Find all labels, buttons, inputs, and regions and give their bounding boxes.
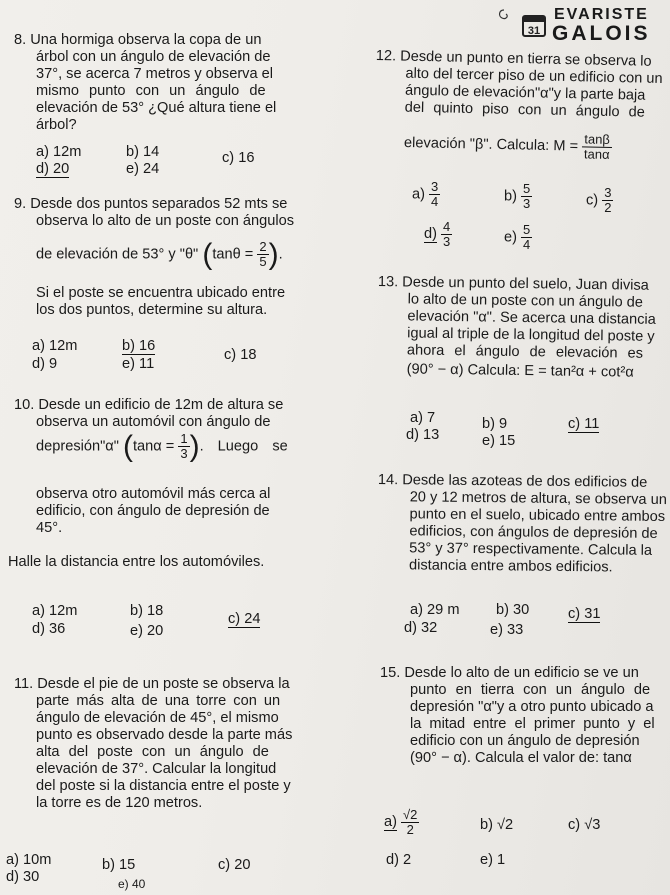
q12-option-b-num: 5 [523,181,531,196]
q13-option-c-marked: c) 11 [568,416,600,432]
q10-option-c-marked: c) 24 [228,611,261,627]
q11-line: del poste si la distancia entre el poste y [36,778,291,794]
question-11 [14,676,370,812]
q10-tan-fraction [178,432,189,461]
q12-option-d-marked [424,220,452,249]
q12-formula-fraction [582,132,612,162]
q12-option-a-fraction [429,180,440,209]
q14-option-b: b) 30 [496,602,530,618]
q9-tan-den: 5 [259,254,267,269]
q13-option-b: b) 9 [482,416,508,432]
q15-line: edificio con un ángulo de depresión [410,733,640,749]
logo-text-top: EVARISTE [554,6,649,23]
q10-option-a: a) 12m [32,603,78,619]
question-15 [380,665,670,767]
q15-option-b: b) √2 [480,817,514,833]
q11-option-b: b) 15 [102,857,136,873]
svg-text:31: 31 [527,25,541,37]
q10-line: . Luego se [199,438,288,455]
q12-line: del quinto piso con un ángulo de [404,99,646,121]
q11-option-c: c) 20 [218,857,251,873]
q12-option-e-label: e) [504,229,517,246]
q10-line: Halle la distancia entre los automóviles. [8,554,265,570]
q10-tail [8,486,376,571]
q9-line: Si el poste se encuentra ubicado entre [36,285,286,301]
question-10 [14,397,370,431]
q10-line: depresión"α" [36,438,119,455]
q9-tan-fraction [257,240,268,269]
q9-line: los dos puntos, determine su altura. [36,302,268,318]
q12-option-d-num: 4 [443,219,451,234]
q13-line: ahora el ángulo de elevación es [406,342,644,362]
q13-line: 13. Desde un punto del suelo, Juan divisa [377,274,649,294]
q12-option-c-num: 3 [604,185,612,200]
logo-text-bottom: GALOIS [552,22,651,45]
q12-option-d-label: d) [424,226,437,243]
q13-option-e: e) 15 [482,433,516,449]
q11-option-e: e) 40 [118,877,146,891]
q10-line: 10. Desde un edificio de 12m de altura se [14,397,284,413]
q15-option-e: e) 1 [480,852,506,868]
q9-option-e: e) 11 [122,356,155,372]
q10-option-e: e) 20 [130,623,164,639]
question-8 [14,32,370,134]
q15-line: la mitad entre el primer punto y el [410,716,655,732]
q8-option-c: c) 16 [222,150,255,166]
q12-option-c-label: c) [586,192,599,209]
q12-option-d-fraction [441,220,452,249]
q15-line: depresión "α"y a otro punto ubicado a [410,699,654,715]
q12-option-e-den: 4 [523,237,531,252]
q9-tail [36,285,376,319]
paren-open: ( [202,238,213,271]
q12-option-c [586,186,613,215]
q10-line: observa otro automóvil más cerca al [36,486,271,502]
q12-option-a-den: 4 [431,194,439,209]
q12-option-a-num: 3 [431,179,439,194]
q12-option-b-label: b) [504,188,517,205]
q12-option-c-den: 2 [604,200,612,215]
q11-line: parte más alta de una torre con un [36,693,281,709]
q12-formula-num: tanβ [582,132,612,148]
swirl-icon [496,8,512,24]
q11-line: alta del poste con un ángulo de [36,744,269,760]
q13-line: elevación "α". Se acerca una distancia [407,308,656,328]
q12-formula-left: M = [553,138,579,155]
question-13 [377,274,668,382]
q8-option-d-marked: d) 20 [36,161,70,177]
q10-tan-label: tanα = [132,438,175,455]
q9-option-d: d) 9 [32,356,58,372]
q14-line: distancia entre ambos edificios. [408,557,613,576]
question-9 [14,196,370,230]
q12-option-e-num: 5 [523,222,531,237]
q13-option-a: a) 7 [410,410,436,426]
q10-depression-line [36,432,376,461]
q13-line: igual al triple de la longitud del poste y [407,325,655,345]
q9-tan-label: tanθ = [212,246,254,263]
q12-line: ángulo de elevación"α"y la parte baja [404,82,646,104]
q15-option-d: d) 2 [386,852,412,868]
q12-option-a-label: a) [412,186,425,203]
q15-line: (90° − α). Calcula el valor de: tanα [410,750,632,766]
evariste-galois-logo [496,4,656,52]
q13-line: (90° − α) Calcula: E = tan²α + cot²α [406,361,634,381]
q10-tan-num: 1 [180,431,188,446]
q12-option-b [504,182,532,211]
q8-line: 37°, se acerca 7 metros y observa el [36,66,274,82]
q9-option-c: c) 18 [224,347,257,363]
question-14 [377,472,668,577]
q11-option-d: d) 30 [6,869,40,885]
q10-option-b: b) 18 [130,603,164,619]
paren-close: ) [268,238,279,271]
q15-line: 15. Desde lo alto de un edificio se ve un [380,665,639,681]
q15-option-a-label: a) [384,814,397,831]
paren-open: ( [122,430,133,463]
question-12 [374,48,668,163]
q12-option-c-fraction [602,186,613,215]
q14-line: punto en el suelo, ubicado entre ambos [409,506,666,526]
q14-line: 20 y 12 metros de altura, se observa un [409,489,667,509]
q8-line: mismo punto con un ángulo de [36,83,266,99]
q12-line: elevación "β". Calcula: [403,134,550,155]
q14-option-a: a) 29 m [410,602,460,618]
q9-line: observa lo alto de un poste con ángulos [36,213,295,229]
q8-option-a: a) 12m [36,144,82,160]
q12-formula-den: tanα [583,146,610,162]
q13-option-d: d) 13 [406,427,440,443]
q10-line: edificio, con ángulo de depresión de [36,503,270,519]
q9-option-b-marked: b) 16 [122,338,156,354]
q9-option-a: a) 12m [32,338,78,354]
q14-line: 53° y 37° respectivamente. Calcula la [409,540,653,559]
q9-tan-num: 2 [259,239,267,254]
q15-option-a-fraction [401,808,419,837]
q14-option-e: e) 33 [490,622,524,638]
q12-option-e [504,223,532,252]
q11-option-a: a) 10m [6,852,52,868]
q8-option-e: e) 24 [126,161,160,177]
q12-line: alto del tercer piso de un edificio con un [405,65,663,88]
q12-option-e-fraction [521,223,532,252]
q8-line: elevación de 53° ¿Qué altura tiene el [36,100,277,116]
calendar-logo-icon [520,10,550,40]
q10-option-d: d) 36 [32,621,66,637]
q11-line: elevación de 37°. Calcular la longitud [36,761,277,777]
q14-option-c-marked: c) 31 [568,606,601,622]
q8-line: árbol con un ángulo de elevación de [36,49,271,65]
q15-option-a-den: 2 [406,822,414,837]
q10-line: observa un automóvil con ángulo de [36,414,271,430]
q15-line: punto en tierra con un ángulo de [410,682,651,698]
paren-close: ) [189,430,200,463]
q8-line: árbol? [36,117,77,133]
q12-option-b-fraction [521,182,532,211]
q11-line: ángulo de elevación de 45°, el mismo [36,710,279,726]
q12-option-b-den: 3 [523,196,531,211]
q9-angle-line: de elevación de 53° y "θ" (tanθ = $\frac{2}{5}$ ). [36,238,283,271]
q14-line: 14. Desde las azoteas de dos edificios de [377,472,648,491]
q11-line: punto es observado desde la parte más [36,727,293,743]
q8-option-b: b) 14 [126,144,160,160]
q14-line: edificios, con ángulos de depresión de [409,523,658,542]
q12-line: 12. Desde un punto en tierra se observa lo [375,48,652,70]
q15-option-a-num: √2 [403,807,418,822]
q15-options [384,808,664,878]
q10-tan-den: 3 [180,446,188,461]
q10-line: 45°. [36,520,63,536]
q11-line: 11. Desde el pie de un poste se observa la [14,676,290,692]
q14-option-d: d) 32 [404,620,438,636]
q11-line: la torre es de 120 metros. [36,795,203,811]
q9-line: 9. Desde dos puntos separados 52 mts se [14,196,288,212]
q12-option-d-den: 3 [443,234,451,249]
q12-options [412,180,662,260]
q8-line: 8. Una hormiga observa la copa de un [14,32,262,48]
q15-option-a-marked [384,808,419,837]
q15-option-c: c) √3 [568,817,601,833]
q9-line: de elevación de 53° y "θ" [36,246,199,263]
q12-option-a [412,180,440,209]
q13-line: lo alto de un poste con un ángulo de [407,291,644,311]
